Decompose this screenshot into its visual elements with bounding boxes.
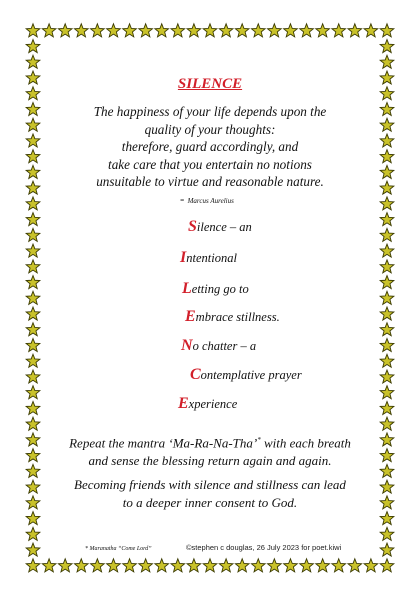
star-icon <box>380 354 394 367</box>
star-icon <box>251 24 265 37</box>
star-icon <box>380 24 394 37</box>
star-icon <box>26 55 40 68</box>
star-icon <box>380 291 394 304</box>
star-icon <box>26 559 40 572</box>
quote-line: take care that you entertain no notions <box>108 156 312 172</box>
acrostic-letter: N <box>181 337 193 354</box>
star-icon <box>42 24 56 37</box>
closing-text: Repeat the mantra ‘Ma-Ra-Na-Tha’ <box>69 435 258 451</box>
acrostic-line-1 <box>188 218 252 236</box>
author-name: Marcus Aurelius <box>187 197 234 205</box>
star-icon <box>380 228 394 241</box>
author-dash: - <box>180 191 185 206</box>
star-icon <box>26 386 40 399</box>
star-icon <box>380 323 394 336</box>
acrostic-letter: E <box>178 395 189 412</box>
quote-line: The happiness of your life depends upon the <box>93 104 327 119</box>
acrostic-line-5 <box>181 337 256 355</box>
star-icon <box>58 24 72 37</box>
star-icon <box>26 512 40 525</box>
acrostic-text: o chatter – a <box>192 339 257 353</box>
footnote-marker: * <box>257 436 261 444</box>
star-icon <box>139 24 153 37</box>
copyright: ©stephen c douglas, 26 July 2023 for poet.kiwi <box>186 543 342 552</box>
acrostic-letter: I <box>180 249 187 266</box>
acrostic-text: etting go to <box>191 282 249 296</box>
star-icon <box>26 24 40 37</box>
star-icon <box>26 370 40 383</box>
star-icon <box>26 307 40 320</box>
acrostic-line-4 <box>185 308 280 326</box>
star-icon <box>380 55 394 68</box>
star-icon <box>332 559 346 572</box>
quote-line: unsuitable to virtue and reasonable nature. <box>96 174 324 189</box>
closing-line: and sense the blessing return again and again. <box>88 452 332 468</box>
star-icon <box>380 370 394 383</box>
acrostic-text: ntentional <box>186 251 237 265</box>
star-icon <box>26 339 40 352</box>
closing-line <box>20 432 400 452</box>
star-icon <box>364 24 378 37</box>
star-icon <box>380 244 394 257</box>
star-icon <box>171 559 185 572</box>
star-icon <box>91 24 105 37</box>
closing-line: to a deeper inner consent to God. <box>122 494 298 510</box>
closing-line: Becoming friends with silence and stillness can lead <box>74 477 346 492</box>
star-icon <box>26 291 40 304</box>
star-icon <box>26 244 40 257</box>
star-icon <box>380 40 394 53</box>
star-icon <box>380 527 394 540</box>
star-icon <box>380 339 394 352</box>
star-icon <box>219 24 233 37</box>
quote-author <box>180 191 340 207</box>
poem-title: SILENCE <box>177 76 243 92</box>
star-icon <box>74 24 88 37</box>
star-icon <box>380 512 394 525</box>
quote-line: quality of your thoughts: <box>144 121 276 137</box>
star-icon <box>155 24 169 37</box>
star-icon <box>26 417 40 430</box>
star-icon <box>26 228 40 241</box>
star-icon <box>155 559 169 572</box>
star-icon <box>300 24 314 37</box>
star-icon <box>26 323 40 336</box>
star-icon <box>380 559 394 572</box>
acrostic-text: ontemplative prayer <box>200 368 302 382</box>
acrostic-letter: S <box>188 218 197 235</box>
star-icon <box>26 354 40 367</box>
star-icon <box>91 559 105 572</box>
star-icon <box>380 213 394 226</box>
star-icon <box>42 559 56 572</box>
star-icon <box>380 386 394 399</box>
star-icon <box>26 260 40 273</box>
star-icon <box>107 559 121 572</box>
acrostic-text: ilence – an <box>196 220 252 234</box>
star-icon <box>316 24 330 37</box>
acrostic-letter: L <box>182 280 192 297</box>
closing-text: with each breath <box>260 435 351 451</box>
star-icon <box>123 559 137 572</box>
star-icon <box>26 543 40 556</box>
acrostic-line-3 <box>182 280 249 298</box>
star-icon <box>74 559 88 572</box>
star-icon <box>380 417 394 430</box>
star-icon <box>380 260 394 273</box>
star-icon <box>348 559 362 572</box>
star-icon <box>284 559 298 572</box>
acrostic-text: xperience <box>188 397 238 411</box>
acrostic-letter: C <box>190 366 201 383</box>
star-icon <box>107 24 121 37</box>
star-icon <box>380 307 394 320</box>
footnote: * Maranatha “Come Lord” <box>85 546 152 552</box>
star-icon <box>26 213 40 226</box>
star-icon <box>251 559 265 572</box>
acrostic-line-2 <box>180 249 237 267</box>
star-icon <box>380 543 394 556</box>
closing-paragraph-1 <box>20 432 400 469</box>
acrostic-line-7 <box>178 395 237 413</box>
star-icon <box>380 276 394 289</box>
star-icon <box>58 559 72 572</box>
star-icon <box>348 24 362 37</box>
star-icon <box>203 24 217 37</box>
star-icon <box>364 559 378 572</box>
closing-paragraph-2 <box>20 476 400 511</box>
acrostic-text: mbrace stillness. <box>195 310 280 324</box>
star-icon <box>235 559 249 572</box>
star-icon <box>300 559 314 572</box>
star-icon <box>26 197 40 210</box>
star-icon <box>268 559 282 572</box>
star-icon <box>187 559 201 572</box>
star-icon <box>139 559 153 572</box>
star-icon <box>26 40 40 53</box>
star-icon <box>380 401 394 414</box>
star-icon <box>187 24 201 37</box>
acrostic-letter: E <box>185 308 196 325</box>
star-icon <box>203 559 217 572</box>
star-icon <box>219 559 233 572</box>
star-icon <box>316 559 330 572</box>
quote-block <box>20 103 400 191</box>
star-icon <box>26 527 40 540</box>
star-icon <box>26 401 40 414</box>
star-icon <box>380 197 394 210</box>
star-icon <box>284 24 298 37</box>
star-icon <box>235 24 249 37</box>
star-icon <box>268 24 282 37</box>
star-icon <box>332 24 346 37</box>
star-icon <box>123 24 137 37</box>
star-icon <box>26 276 40 289</box>
quote-line: therefore, guard accordingly, and <box>121 139 299 154</box>
acrostic-line-6 <box>190 366 302 384</box>
star-icon <box>171 24 185 37</box>
